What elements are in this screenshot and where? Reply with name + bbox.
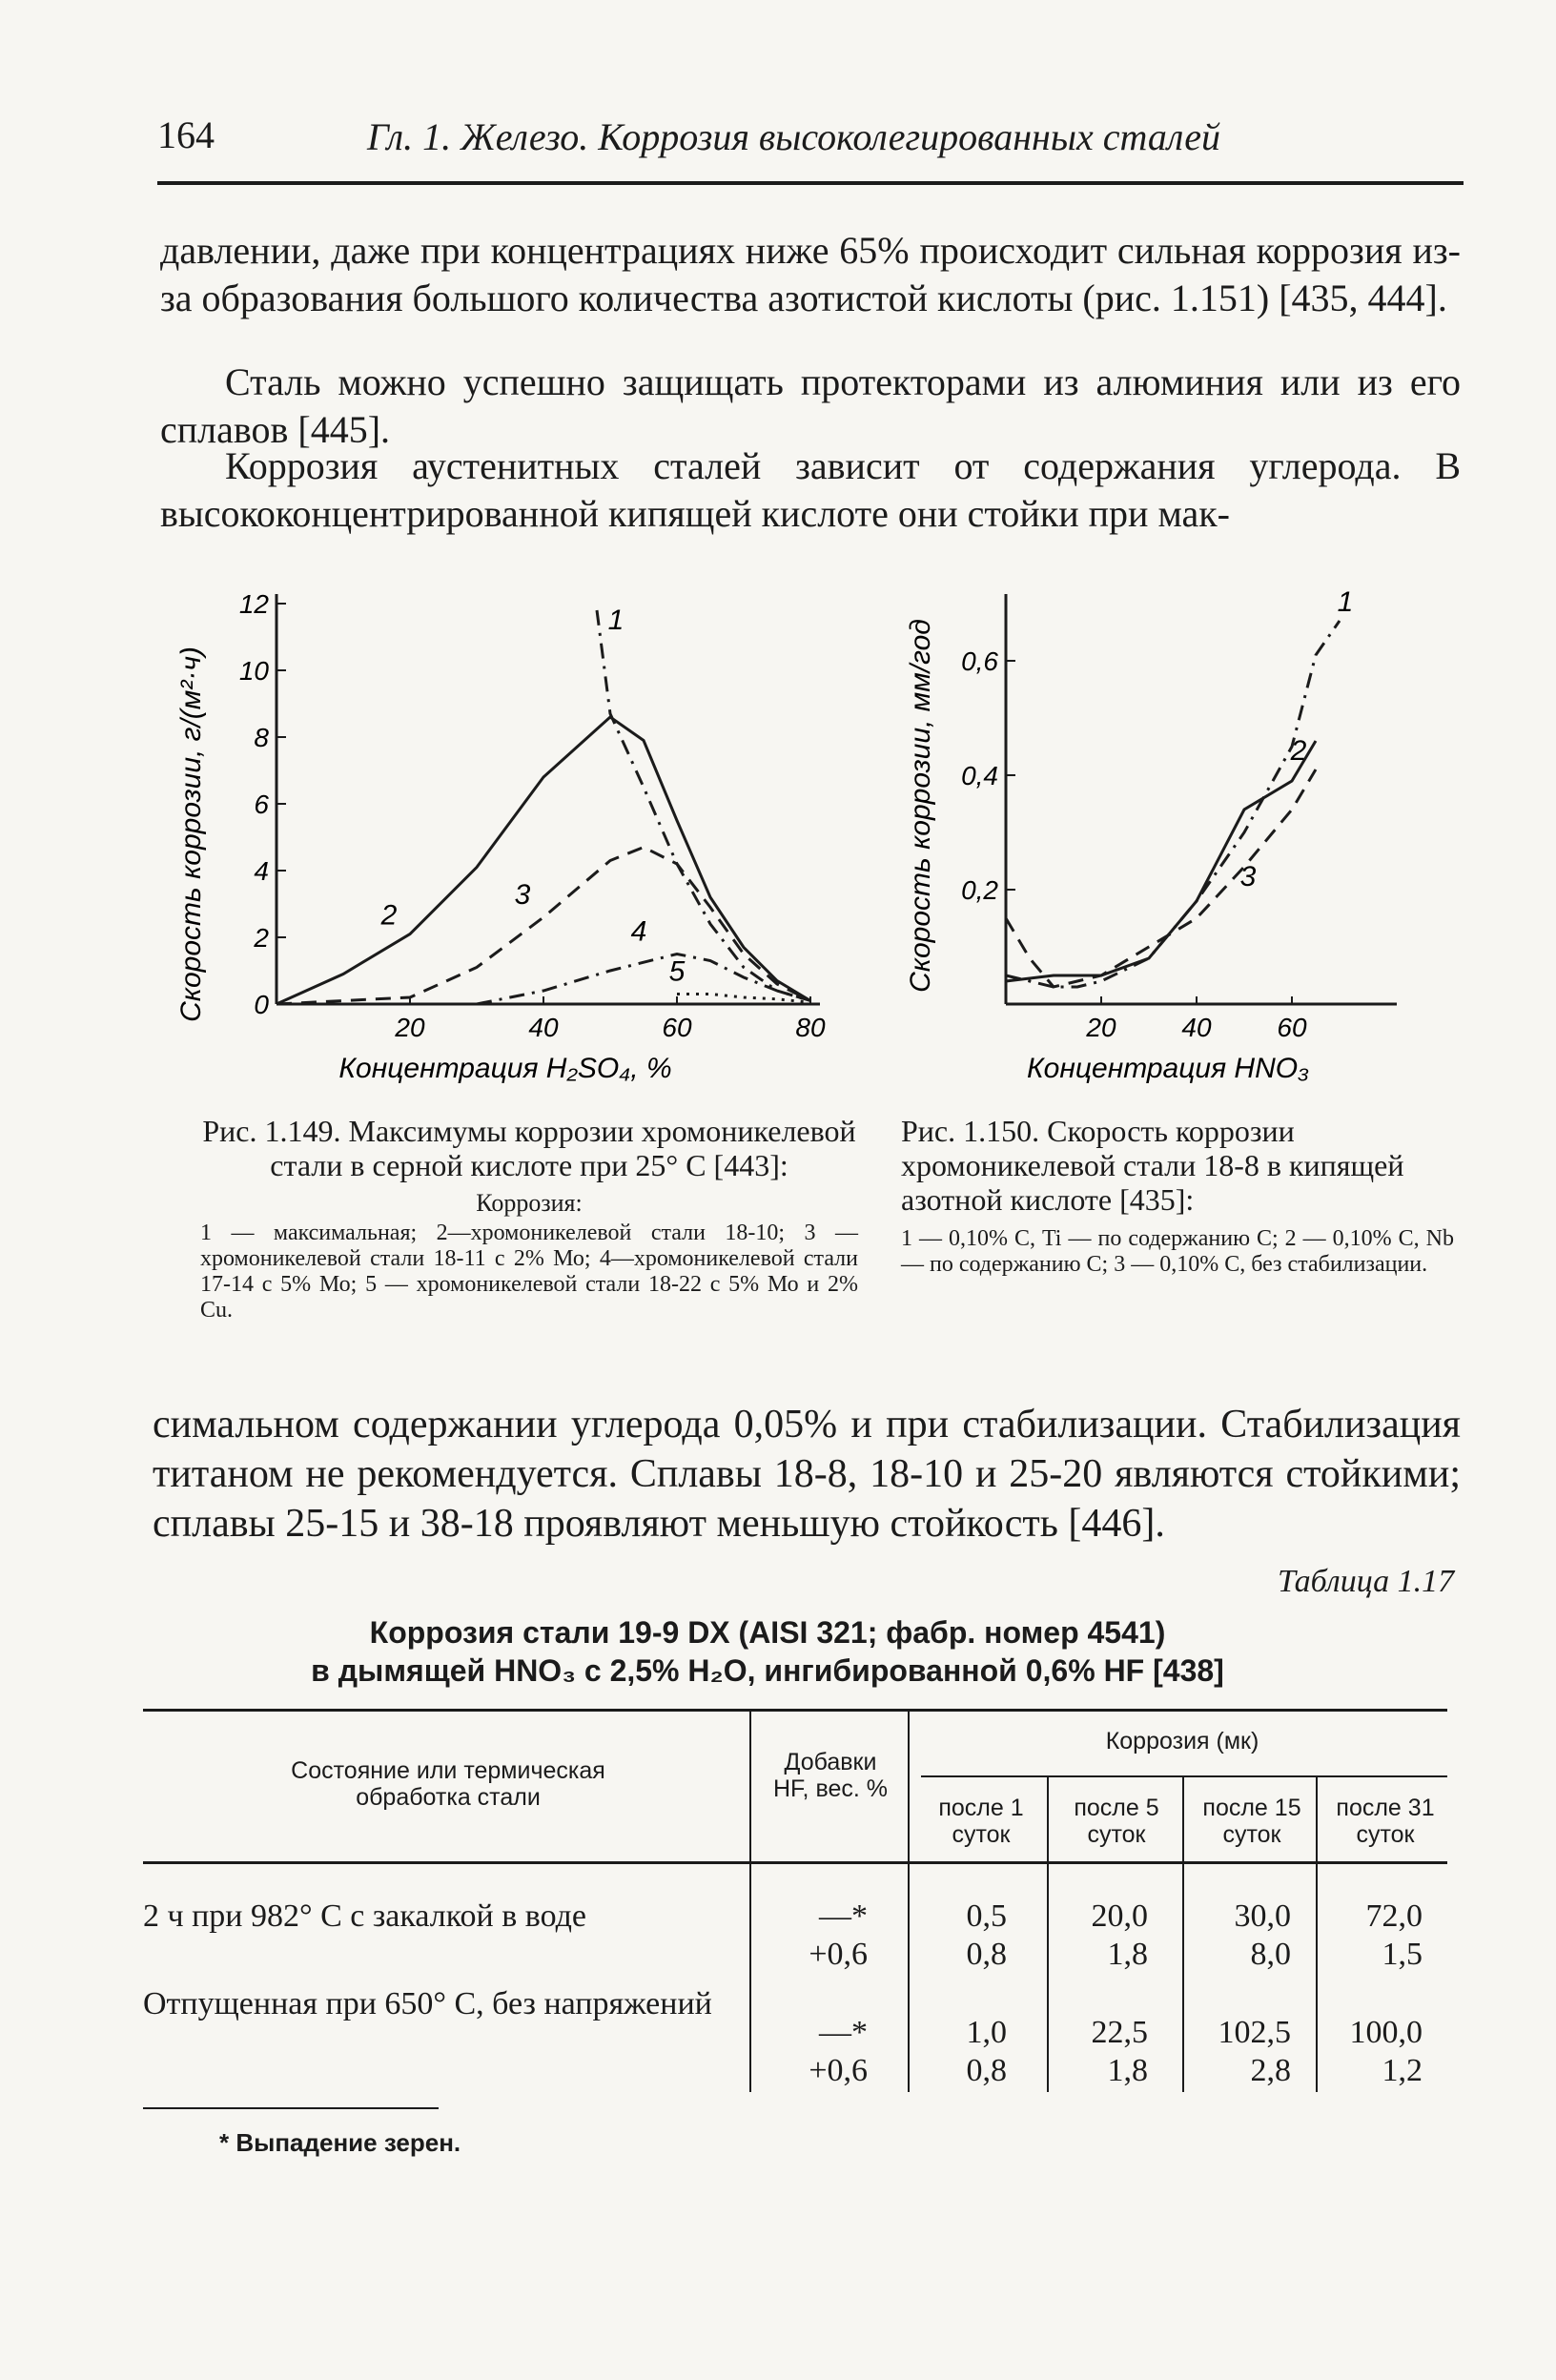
chart-150-xtick-label-1: 40 [1181,1013,1212,1042]
table-title-line-1: Коррозия стали 19-9 DX (AISI 321; фабр. номер 4541) [369,1615,1166,1650]
row-2-state: Отпущенная при 650° С, без напряжений [143,1986,712,2021]
table-title [172,1613,1363,1690]
chart-150-curve-label-2: 2 [1290,735,1307,767]
row-2-additive-b: +0,6 [809,2053,868,2088]
chart-fig-1-150 [891,548,1464,1092]
row-1-state: 2 ч при 982° С с закалкой в воде [143,1898,587,1934]
chart-149-ytick-label-4: 8 [254,723,269,752]
chart-fig-1-149 [162,548,849,1092]
paragraph-3: Коррозия аустенитных сталей зависит от содержания углерода. В высококонцентрированной кипящей кислоте они стойки при мак- [160,444,1461,535]
chart-149-curve-label-2: 2 [380,899,398,932]
chart-150-ytick-label-1: 0,4 [961,761,998,790]
table-title-line-2: в дымящей HNO₃ с 2,5% H₂O, ингибированной 0,6% HF [438] [311,1653,1224,1688]
chart-150-curve-label-1: 1 [1337,586,1354,618]
fig-1-150-caption: Рис. 1.150. Скорость коррозии хромоникелевой стали 18-8 в кипящей азотной кислоте [435]: [901,1114,1404,1217]
chart-150-series-2 [1006,741,1316,981]
chart-1-149-ylabel: Скорость коррозии, г/(м²·ч) [175,646,207,1022]
th-after-15: после 15 суток [1202,1795,1301,1848]
chart-150-series-3 [1006,769,1316,987]
row-2-additive-a: —* [819,2015,868,2050]
fig-1-150-legend: 1 — 0,10% С, Ti — по содержанию С; 2 — 0,10% С, Nb — по содержанию С; 3 — 0,10% С, без стабилизации. [901,1226,1454,1277]
chart-150-curve-label-3: 3 [1239,861,1257,892]
th-after-5: после 5 суток [1074,1795,1159,1848]
table-col-rule-4 [1182,1777,1184,2092]
fig-1-150-caption-block [901,1114,1454,1278]
table-top-rule [143,1709,1447,1712]
th-after-1: после 1 суток [938,1795,1024,1848]
table-label: Таблица 1.17 [1278,1564,1455,1599]
th-corrosion: Коррозия (мк) [1105,1728,1259,1754]
header-rule [157,181,1464,185]
page-number: 164 [157,113,215,156]
row-2-d5-a: 22,5 [1091,2015,1148,2050]
row-2-d31-a: 100,0 [1349,2015,1423,2050]
row-1-additive-b: +0,6 [809,1937,868,1972]
row-2-d1-a: 1,0 [966,2015,1007,2050]
table-subheader-rule [921,1775,1447,1777]
row-2-d1-b: 0,8 [966,2053,1007,2088]
row-1-d15-b: 8,0 [1250,1937,1291,1972]
table-col-rule-2 [908,1711,910,2092]
row-1-d31-b: 1,5 [1382,1937,1423,1972]
row-1-d5-b: 1,8 [1107,1937,1148,1972]
chart-1-150-xlabel: Концентрация HNO₃ [1026,1053,1310,1084]
fig-1-149-subtitle: Коррозия: [476,1189,583,1217]
chart-1-150-ylabel: Скорость коррозии, мм/год [905,619,936,993]
chart-149-xtick-label-3: 80 [795,1013,826,1042]
chart-149-series-1 [597,610,810,1001]
chart-150-series-1 [1006,621,1340,987]
running-title: Гл. 1. Железо. Коррозия высоколегированных сталей [367,115,1221,158]
paragraph-1: давлении, даже при концентрациях ниже 65% происходит сильная коррозия из-за образования большого количества азотистой кислоты (рис. 1.151) [435, 444]. [160,229,1461,319]
chart-149-xtick-label-1: 40 [528,1013,559,1042]
table-footnote-rule [143,2107,439,2109]
table-header-rule [143,1861,1447,1864]
fig-1-149-legend: 1 — максимальная; 2—хромоникелевой стали 18-10; 3 — хромоникелевой стали 18-11 с 2% Мо; 4—хромоникелевой стали 17-14 с 5% Мо; 5 — хромоникелевой стали 18-22 с 5% Мо и 2% Cu. [200,1221,858,1323]
paragraph-4: симальном содержании углерода 0,05% и при стабилизации. Стабилизация титаном не рекомендуется. Сплавы 18-8, 18-10 и 25-20 являются стойкими; сплавы 25-15 и 38-18 проявляют меньшую стойкость [446]. [153,1403,1461,1546]
chart-149-curve-label-4: 4 [630,915,647,948]
chart-149-ytick-label-2: 4 [254,856,269,886]
table-footnote: * Выпадение зерен. [219,2128,461,2157]
table-col-rule-1 [749,1711,751,2092]
th-after-31: после 31 суток [1336,1795,1435,1848]
row-2-d15-b: 2,8 [1250,2053,1291,2088]
row-1-d15-a: 30,0 [1234,1898,1291,1934]
chart-150-xtick-label-0: 20 [1086,1013,1116,1042]
chart-149-ytick-label-6: 12 [238,589,269,619]
row-2-d5-b: 1,8 [1107,2053,1148,2088]
chart-150-ytick-label-2: 0,6 [961,646,998,676]
row-1-d31-a: 72,0 [1365,1898,1423,1934]
fig-1-149-caption: Рис. 1.149. Максимумы коррозии хромоникелевой стали в серной кислоте при 25° С [443]: [202,1114,856,1182]
row-1-d5-a: 20,0 [1091,1898,1148,1934]
chart-149-ytick-label-0: 0 [254,990,269,1019]
row-1-additive-a: —* [819,1898,868,1934]
chart-150-xtick-label-2: 60 [1277,1013,1307,1042]
row-2-d15-a: 102,5 [1218,2015,1291,2050]
th-additive: Добавки HF, вес. % [773,1749,888,1802]
row-1-d1-b: 0,8 [966,1937,1007,1972]
chart-149-series-2 [276,717,810,1004]
th-state: Состояние или термическая обработка стали [291,1757,605,1811]
paragraph-2: Сталь можно успешно защищать протекторами из алюминия или из его сплавов [445]. [160,360,1461,451]
table-col-rule-5 [1316,1777,1318,2092]
row-2-d31-b: 1,2 [1382,2053,1423,2088]
row-1-d1-a: 0,5 [966,1898,1007,1934]
fig-1-149-caption-block [200,1114,858,1323]
chart-150-ytick-label-0: 0,2 [961,875,998,905]
chart-149-ytick-label-5: 10 [238,656,269,686]
chart-149-ytick-label-3: 6 [254,790,269,819]
chart-1-149-xlabel: Концентрация H₂SO₄, % [338,1053,672,1084]
chart-149-curve-label-1: 1 [607,605,624,636]
chart-149-xtick-label-2: 60 [662,1013,692,1042]
chart-149-curve-label-3: 3 [514,879,531,911]
chart-149-xtick-label-0: 20 [395,1013,425,1042]
chart-149-curve-label-5: 5 [668,955,686,988]
chart-149-ytick-label-1: 2 [254,923,269,953]
